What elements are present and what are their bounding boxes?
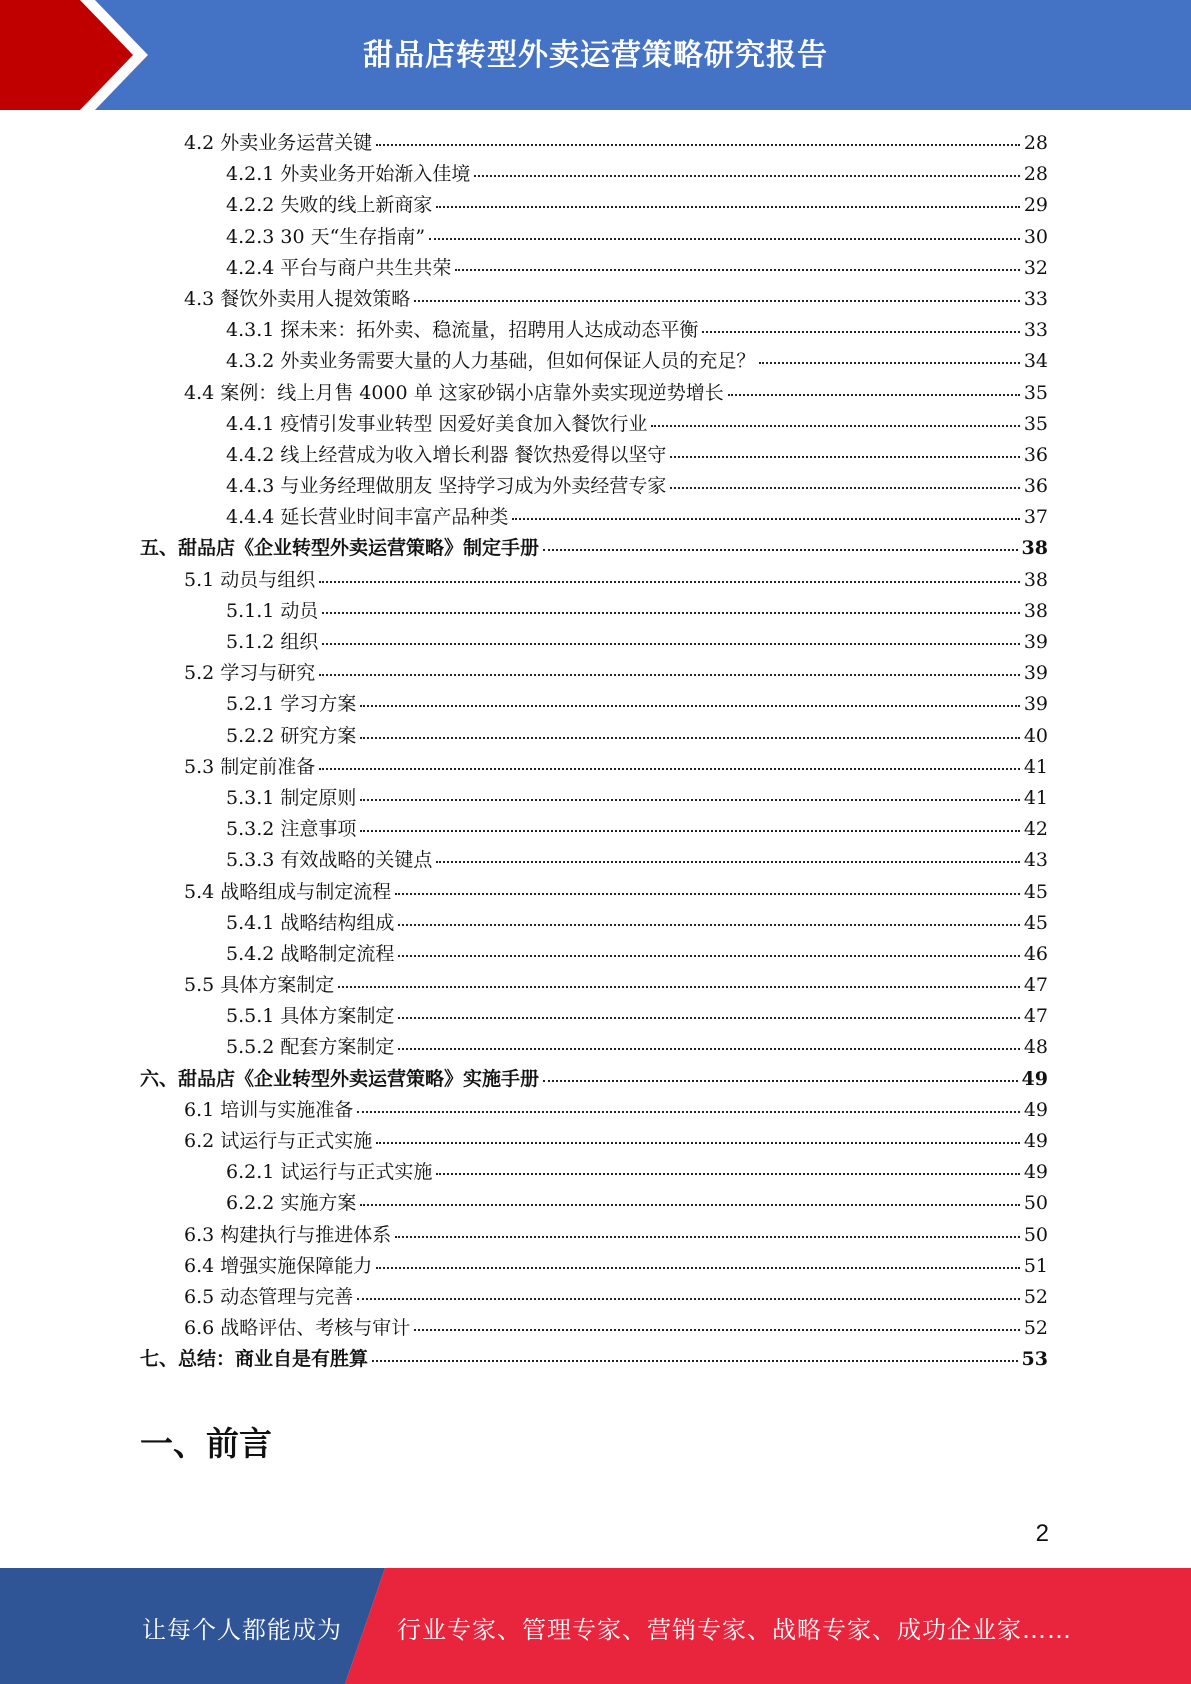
toc-entry[interactable] xyxy=(140,721,1048,752)
toc-entry[interactable] xyxy=(140,1282,1048,1313)
toc-entry-title: 6.6 战略评估、考核与审计 xyxy=(184,1317,411,1340)
toc-dot-leader xyxy=(360,733,1019,739)
toc-dot-leader xyxy=(372,1356,1018,1362)
toc-entry-page: 39 xyxy=(1023,693,1048,716)
toc-entry-page: 38 xyxy=(1023,568,1048,591)
toc-entry-page: 33 xyxy=(1023,287,1048,310)
toc-entry-page: 35 xyxy=(1023,381,1048,404)
toc-entry[interactable] xyxy=(140,1032,1048,1063)
toc-entry[interactable] xyxy=(140,315,1048,346)
toc-entry-title: 4.3.2 外卖业务需要大量的人力基础，但如何保证人员的充足？ xyxy=(226,350,756,373)
toc-entry-title: 4.3 餐饮外卖用人提效策略 xyxy=(184,287,411,310)
toc-entry-page: 41 xyxy=(1023,755,1048,778)
toc-dot-leader xyxy=(398,1044,1019,1050)
page-footer xyxy=(0,1568,1191,1684)
toc-entry-title: 七、总结：商业自是有胜算 xyxy=(140,1348,369,1371)
toc-entry-page: 49 xyxy=(1023,1130,1048,1152)
toc-entry[interactable] xyxy=(140,1188,1048,1219)
toc-entry[interactable] xyxy=(140,1251,1048,1282)
toc-dot-leader xyxy=(759,358,1019,364)
toc-entry[interactable] xyxy=(140,471,1048,502)
toc-dot-leader xyxy=(436,857,1019,863)
toc-dot-leader xyxy=(319,577,1020,583)
toc-dot-leader xyxy=(670,483,1019,489)
toc-entry-title: 4.2 外卖业务运营关键 xyxy=(184,132,373,154)
toc-entry-page: 50 xyxy=(1023,1223,1048,1246)
toc-entry-title: 6.2.2 实施方案 xyxy=(226,1192,357,1215)
toc-entry-page: 46 xyxy=(1023,942,1048,965)
toc-entry[interactable] xyxy=(140,1064,1048,1095)
toc-entry[interactable] xyxy=(140,565,1048,596)
toc-dot-leader xyxy=(322,639,1019,645)
toc-entry[interactable] xyxy=(140,346,1048,377)
toc-entry-title: 5.4.1 战略结构组成 xyxy=(226,911,395,934)
toc-entry-page: 38 xyxy=(1023,599,1048,622)
toc-entry-title: 6.3 构建执行与推进体系 xyxy=(184,1223,392,1246)
toc-dot-leader xyxy=(436,1169,1019,1175)
toc-entry-title: 5.5.1 具体方案制定 xyxy=(226,1005,395,1028)
toc-entry[interactable] xyxy=(140,378,1048,409)
toc-entry-page: 36 xyxy=(1023,475,1048,498)
toc-dot-leader xyxy=(360,795,1019,801)
toc-entry-title: 5.5 具体方案制定 xyxy=(184,974,335,997)
toc-dot-leader xyxy=(651,421,1019,427)
toc-entry[interactable] xyxy=(140,783,1048,814)
toc-entry[interactable] xyxy=(140,440,1048,471)
toc-entry-title: 5.2.2 研究方案 xyxy=(226,724,357,747)
toc-dot-leader xyxy=(728,390,1020,396)
toc-entry[interactable] xyxy=(140,877,1048,908)
toc-entry[interactable] xyxy=(140,222,1048,253)
toc-entry-page: 42 xyxy=(1023,818,1048,841)
toc-entry-page: 28 xyxy=(1023,132,1048,154)
toc-entry-title: 5.3.3 有效战略的关键点 xyxy=(226,849,433,872)
toc-entry-page: 49 xyxy=(1023,1161,1048,1184)
toc-entry-title: 5.4.2 战略制定流程 xyxy=(226,942,395,965)
toc-entry[interactable] xyxy=(140,689,1048,720)
toc-entry-page: 34 xyxy=(1023,350,1048,373)
toc-entry-title: 4.4.4 延长营业时间丰富产品种类 xyxy=(226,506,509,529)
toc-entry[interactable] xyxy=(140,502,1048,533)
toc-entry[interactable] xyxy=(140,658,1048,689)
toc-entry[interactable] xyxy=(140,253,1048,284)
toc-dot-leader xyxy=(543,1076,1018,1082)
toc-entry[interactable] xyxy=(140,1126,1048,1157)
toc-entry-title: 4.2.3 30 天“生存指南” xyxy=(226,225,426,248)
toc-dot-leader xyxy=(319,764,1020,770)
toc-entry-title: 4.2.1 外卖业务开始渐入佳境 xyxy=(226,163,471,186)
toc-entry-page: 48 xyxy=(1023,1036,1048,1059)
toc-entry-page: 36 xyxy=(1023,443,1048,466)
toc-entry-page: 52 xyxy=(1023,1317,1048,1340)
toc-entry[interactable] xyxy=(140,1313,1048,1344)
toc-dot-leader xyxy=(455,265,1019,271)
toc-entry-page: 45 xyxy=(1023,911,1048,934)
toc-entry-title: 五、甜品店《企业转型外卖运营策略》制定手册 xyxy=(140,537,540,560)
footer-slogan-left: 让每个人都能成为 xyxy=(142,1616,342,1644)
toc-dot-leader xyxy=(360,701,1019,707)
toc-entry[interactable] xyxy=(140,1220,1048,1251)
toc-dot-leader xyxy=(338,982,1020,988)
toc-entry[interactable] xyxy=(140,409,1048,440)
toc-entry-page: 30 xyxy=(1023,225,1048,248)
toc-entry[interactable] xyxy=(140,939,1048,970)
toc-entry-page: 32 xyxy=(1023,256,1048,279)
toc-entry-page: 38 xyxy=(1021,537,1048,560)
toc-entry-title: 6.2 试运行与正式实施 xyxy=(184,1130,373,1152)
toc-dot-leader xyxy=(436,202,1019,208)
toc-entry-page: 41 xyxy=(1023,786,1048,809)
toc-entry[interactable] xyxy=(140,128,1048,159)
toc-entry[interactable] xyxy=(140,1344,1048,1375)
toc-entry[interactable] xyxy=(140,814,1048,845)
toc-entry-title: 6.1 培训与实施准备 xyxy=(184,1098,354,1121)
toc-entry-title: 5.4 战略组成与制定流程 xyxy=(184,880,392,903)
toc-entry[interactable] xyxy=(140,970,1048,1001)
toc-dot-leader xyxy=(360,826,1019,832)
toc-dot-leader xyxy=(474,171,1019,177)
toc-entry-title: 5.1.1 动员 xyxy=(226,599,319,622)
toc-entry-page: 35 xyxy=(1023,412,1048,435)
document-title: 甜品店转型外卖运营策略研究报告 xyxy=(363,38,828,73)
section-heading: 一、前言 xyxy=(140,1424,272,1463)
toc-entry-title: 4.2.4 平台与商户共生共荣 xyxy=(226,256,452,279)
toc-entry[interactable] xyxy=(140,752,1048,783)
toc-entry-page: 37 xyxy=(1023,506,1048,529)
toc-dot-leader xyxy=(429,234,1020,240)
toc-entry[interactable] xyxy=(140,845,1048,876)
toc-dot-leader xyxy=(702,327,1019,333)
toc-entry-title: 5.5.2 配套方案制定 xyxy=(226,1036,395,1059)
toc-entry-page: 52 xyxy=(1023,1285,1048,1308)
toc-dot-leader xyxy=(398,951,1019,957)
toc-dot-leader xyxy=(376,1263,1020,1269)
toc-entry[interactable] xyxy=(140,1157,1048,1188)
toc-entry-title: 5.3 制定前准备 xyxy=(184,755,316,778)
toc-entry-title: 5.2 学习与研究 xyxy=(184,662,316,685)
toc-entry[interactable] xyxy=(140,908,1048,939)
toc-entry-title: 5.3.1 制定原则 xyxy=(226,786,357,809)
toc-dot-leader xyxy=(543,545,1018,551)
toc-entry[interactable] xyxy=(140,159,1048,190)
toc-dot-leader xyxy=(670,452,1019,458)
toc-entry-title: 5.2.1 学习方案 xyxy=(226,693,357,716)
toc-entry-title: 4.4.3 与业务经理做朋友 坚持学习成为外卖经营专家 xyxy=(226,475,667,498)
toc-entry-page: 50 xyxy=(1023,1192,1048,1215)
toc-entry[interactable] xyxy=(140,284,1048,315)
toc-entry-title: 4.3.1 探未来：拓外卖、稳流量，招聘用人达成动态平衡 xyxy=(226,319,699,342)
toc-dot-leader xyxy=(357,1294,1020,1300)
toc-entry-title: 6.2.1 试运行与正式实施 xyxy=(226,1161,433,1184)
toc-entry-title: 6.5 动态管理与完善 xyxy=(184,1285,354,1308)
toc-entry-page: 33 xyxy=(1023,319,1048,342)
toc-dot-leader xyxy=(360,1200,1019,1206)
toc-entry[interactable] xyxy=(140,190,1048,221)
toc-entry-page: 28 xyxy=(1023,163,1048,186)
toc-entry-page: 53 xyxy=(1021,1348,1048,1371)
toc-entry-page: 49 xyxy=(1021,1067,1048,1090)
toc-entry-title: 六、甜品店《企业转型外卖运营策略》实施手册 xyxy=(140,1067,540,1090)
toc-entry-page: 39 xyxy=(1023,631,1048,653)
toc-entry[interactable] xyxy=(140,596,1048,627)
toc-dot-leader xyxy=(395,1232,1020,1238)
toc-entry-title: 5.1 动员与组织 xyxy=(184,568,316,591)
toc-entry[interactable] xyxy=(140,627,1048,658)
page-header xyxy=(0,0,1191,110)
toc-dot-leader xyxy=(395,889,1020,895)
toc-dot-leader xyxy=(376,1138,1020,1144)
footer-slogan-right: 行业专家、管理专家、营销专家、战略专家、成功企业家…… xyxy=(397,1616,1072,1644)
toc-entry-page: 47 xyxy=(1023,1005,1048,1028)
toc-entry-title: 4.4.1 疫情引发事业转型 因爱好美食加入餐饮行业 xyxy=(226,412,648,435)
toc-entry-title: 4.4.2 线上经营成为收入增长利器 餐饮热爱得以坚守 xyxy=(226,443,667,466)
toc-dot-leader xyxy=(414,1325,1020,1331)
toc-dot-leader xyxy=(357,1107,1020,1113)
toc-dot-leader xyxy=(319,670,1020,676)
toc-entry-page: 39 xyxy=(1023,662,1048,685)
toc-entry[interactable] xyxy=(140,1095,1048,1126)
toc-entry-page: 29 xyxy=(1023,194,1048,217)
toc-entry-title: 4.4 案例：线上月售 4000 单 这家砂锅小店靠外卖实现逆势增长 xyxy=(184,381,724,404)
toc-entry-page: 49 xyxy=(1023,1098,1048,1121)
table-of-contents xyxy=(140,128,1048,1376)
toc-dot-leader xyxy=(512,514,1019,520)
toc-entry-title: 6.4 增强实施保障能力 xyxy=(184,1254,373,1277)
toc-entry[interactable] xyxy=(140,1001,1048,1032)
toc-dot-leader xyxy=(376,140,1020,146)
toc-dot-leader xyxy=(398,920,1019,926)
toc-entry-title: 4.2.2 失败的线上新商家 xyxy=(226,194,433,217)
toc-entry-title: 5.1.2 组织 xyxy=(226,631,319,653)
toc-entry-page: 40 xyxy=(1023,724,1048,747)
toc-entry-title: 5.3.2 注意事项 xyxy=(226,818,357,841)
toc-entry[interactable] xyxy=(140,533,1048,564)
toc-dot-leader xyxy=(322,608,1019,614)
toc-entry-page: 45 xyxy=(1023,880,1048,903)
toc-dot-leader xyxy=(414,296,1020,302)
toc-dot-leader xyxy=(398,1013,1019,1019)
toc-entry-page: 47 xyxy=(1023,974,1048,997)
page-number: 2 xyxy=(1035,1520,1049,1547)
toc-entry-page: 51 xyxy=(1023,1254,1048,1277)
toc-entry-page: 43 xyxy=(1023,849,1048,872)
